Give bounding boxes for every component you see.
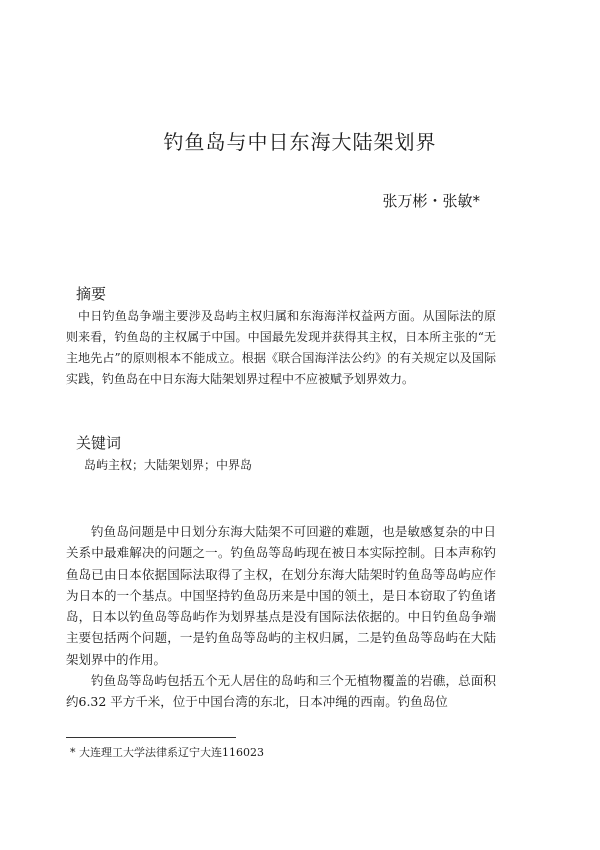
footnote-divider [66, 737, 236, 738]
body-paragraph-2: 钓鱼岛等岛屿包括五个无人居住的岛屿和三个无植物覆盖的岩礁，总面积约6.32 平方千米，位于中国台湾的东北，日本冲绳的西南。钓鱼岛位 [66, 673, 496, 710]
paper-title: 钓鱼岛与中日东海大陆架划界 [163, 130, 437, 154]
abstract-heading: 摘要 [76, 285, 107, 303]
body-text [66, 521, 496, 713]
body-paragraph-1: 钓鱼岛问题是中日划分东海大陆架不可回避的难题，也是敏感复杂的中日关系中最难解决的问题之一。钓鱼岛等岛屿现在被日本实际控制。日本声称钓鱼岛已由日本依据国际法取得了主权，在划分东海大陆架时钓鱼岛等岛屿应作为日本的一个基点。中国坚持钓鱼岛历来是中国的领土，是日本窃取了钓鱼诸岛，日本以钓鱼岛等岛屿作为划界基点是没有国际法依据的。中日钓鱼岛争端主要包括两个问题，一是钓鱼岛等岛屿的主权归属，二是钓鱼岛等岛屿在大陆架划界中的作用。 [66, 524, 496, 667]
abstract-text: 中日钓鱼岛争端主要涉及岛屿主权归属和东海海洋权益两方面。从国际法的原则来看，钓鱼岛的主权属于中国。中国最先发现并获得其主权，日本所主张的“无主地先占”的原则根本不能成立。根据《联合国海洋法公约》的有关规定以及国际实践，钓鱼岛在中日东海大陆架划界过程中不应被赋予划界效力。 [66, 309, 496, 386]
keywords-text: 岛屿主权；大陆架划界；中界岛 [84, 458, 253, 472]
paper-authors: 张万彬・张敏* [382, 192, 480, 210]
keywords-heading: 关键词 [76, 434, 122, 452]
footnote: * 大连理工大学法律系辽宁大连116023 [70, 746, 264, 759]
